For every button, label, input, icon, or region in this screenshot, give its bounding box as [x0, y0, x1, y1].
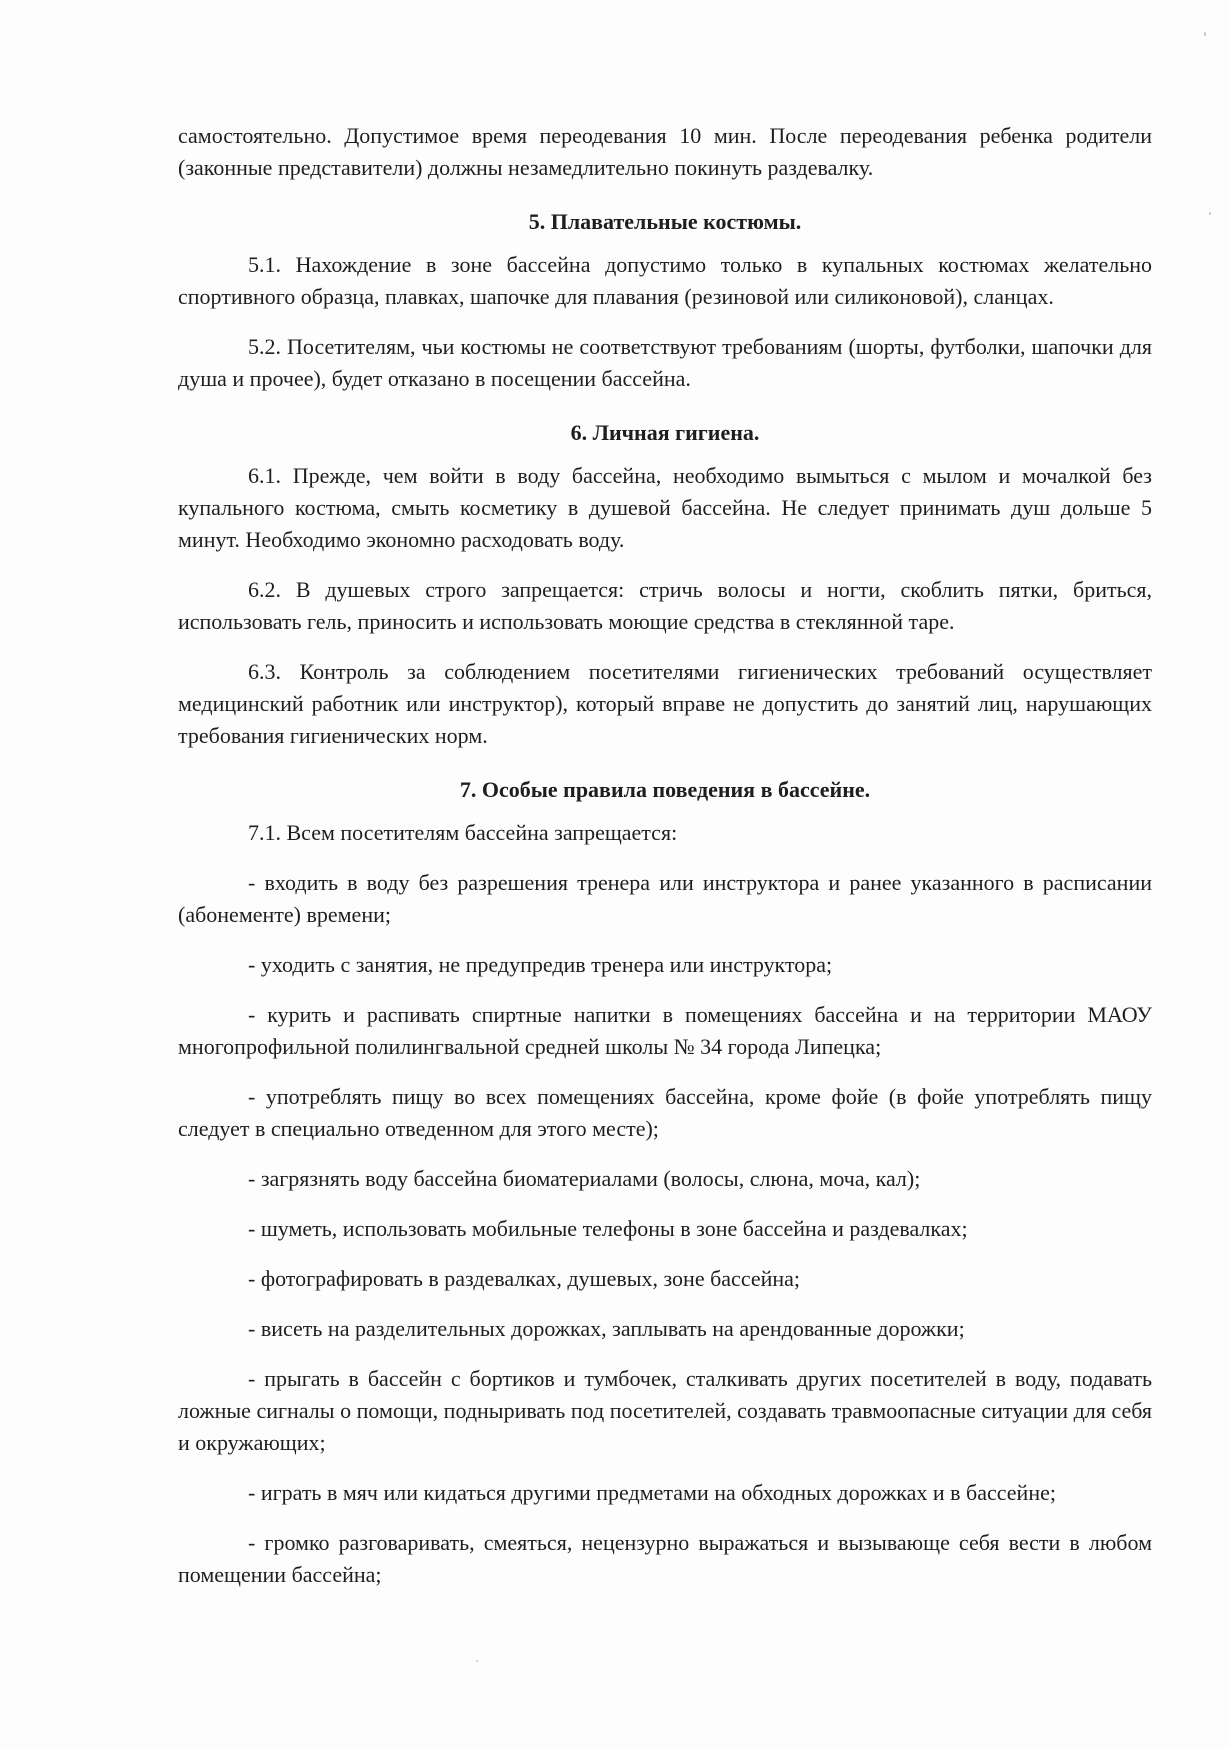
- scan-speck: [476, 1660, 478, 1662]
- document-body: [178, 120, 1152, 1591]
- section-6-heading: 6. Личная гигиена.: [570, 420, 760, 445]
- list-item: - шуметь, использовать мобильные телефоны в зоне бассейна и раздевалках;: [248, 1216, 968, 1241]
- list-item: - прыгать в бассейн с бортиков и тумбочек, сталкивать других посетителей в воду, подавать ложные сигналы о помощи, подныривать под посетителей, создавать травмоопасные ситуации для себя и окружающих;: [178, 1366, 1152, 1455]
- list-item: - курить и распивать спиртные напитки в помещениях бассейна и на территории МАОУ многопрофильной полилингвальной средней школы № 34 города Липецка;: [178, 1002, 1152, 1059]
- paragraph-5-1: 5.1. Нахождение в зоне бассейна допустимо только в купальных костюмах желательно спортивного образца, плавках, шапочке для плавания (резиновой или силиконовой), сланцах.: [178, 252, 1152, 309]
- scan-speck: [1209, 212, 1211, 215]
- list-item: - фотографировать в раздевалках, душевых, зоне бассейна;: [248, 1266, 801, 1291]
- paragraph-5-2: 5.2. Посетителям, чьи костюмы не соответствуют требованиям (шорты, футболки, шапочки для душа и прочее), будет отказано в посещении бассейна.: [178, 334, 1152, 391]
- paragraph-6-3: 6.3. Контроль за соблюдением посетителями гигиенических требований осуществляет медицинский работник или инструктор), который вправе не допустить до занятий лиц, нарушающих требования гигиенических норм.: [178, 659, 1152, 748]
- list-item: - употреблять пищу во всех помещениях бассейна, кроме фойе (в фойе употреблять пищу следует в специально отведенном для этого месте);: [178, 1084, 1152, 1141]
- list-item: - играть в мяч или кидаться другими предметами на обходных дорожках и в бассейне;: [248, 1480, 1056, 1505]
- scan-speck: [1204, 32, 1206, 36]
- intro-paragraph: самостоятельно. Допустимое время переодевания 10 мин. После переодевания ребенка родители (законные представители) должны незамедлительно покинуть раздевалку.: [178, 123, 1152, 180]
- section-5-heading: 5. Плавательные костюмы.: [528, 209, 802, 234]
- list-item: - входить в воду без разрешения тренера или инструктора и ранее указанного в расписании (абонементе) времени;: [178, 870, 1152, 927]
- list-item: - громко разговаривать, смеяться, нецензурно выражаться и вызывающе себя вести в любом помещении бассейна;: [178, 1530, 1152, 1587]
- paragraph-6-2: 6.2. В душевых строго запрещается: стричь волосы и ногти, скоблить пятки, бриться, использовать гель, приносить и использовать моющие средства в стеклянной таре.: [178, 577, 1152, 634]
- list-item: - загрязнять воду бассейна биоматериалами (волосы, слюна, моча, кал);: [248, 1166, 921, 1191]
- paragraph-6-1: 6.1. Прежде, чем войти в воду бассейна, необходимо вымыться с мылом и мочалкой без купального костюма, смыть косметику в душевой бассейна. Не следует принимать душ дольше 5 минут. Необходимо экономно расходовать воду.: [178, 463, 1152, 552]
- list-item: - висеть на разделительных дорожках, заплывать на арендованные дорожки;: [248, 1316, 965, 1341]
- paragraph-7-1: 7.1. Всем посетителям бассейна запрещается:: [248, 820, 678, 845]
- section-7-heading: 7. Особые правила поведения в бассейне.: [459, 777, 871, 802]
- list-item: - уходить с занятия, не предупредив тренера или инструктора;: [248, 952, 833, 977]
